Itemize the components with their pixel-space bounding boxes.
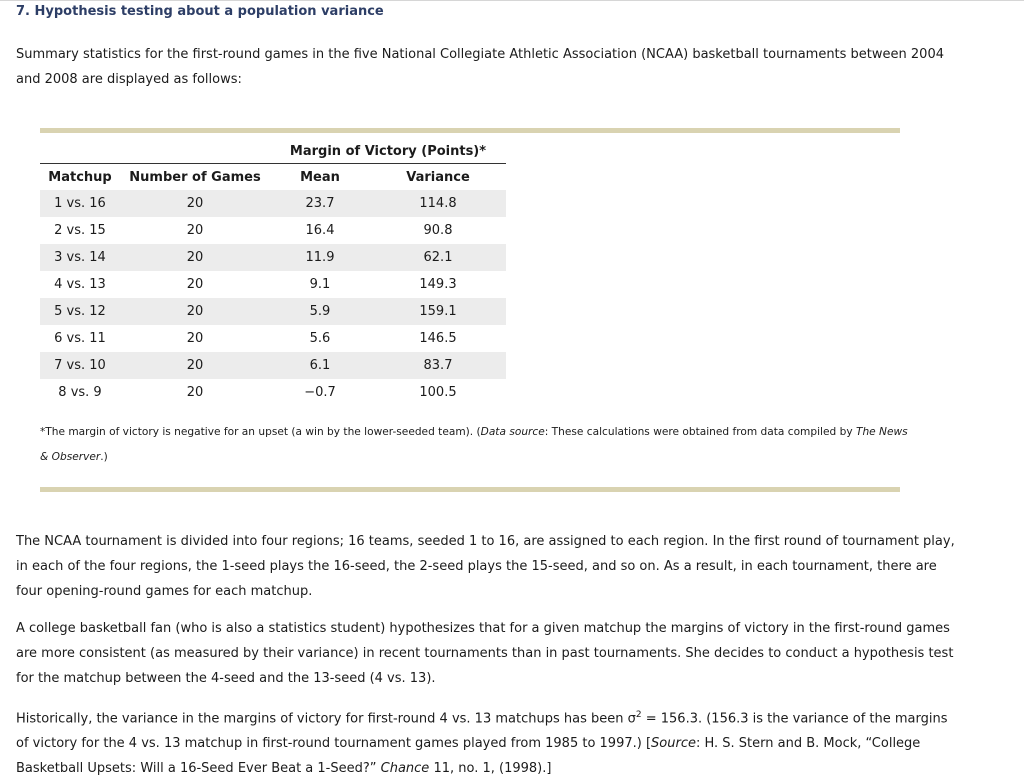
- matchup-cell: 3 vs. 14: [40, 244, 120, 271]
- table-header-row: [40, 164, 506, 191]
- mean-cell: −0.7: [304, 385, 336, 400]
- mean-cell: 23.7: [270, 190, 370, 217]
- table-row: [40, 217, 506, 244]
- matchup-header: Matchup: [40, 164, 120, 191]
- table-row: [40, 244, 506, 271]
- table-row: [40, 325, 506, 352]
- mean-cell: 11.9: [270, 244, 370, 271]
- variance-cell: 149.3: [419, 277, 457, 292]
- variance-cell: 159.1: [370, 298, 506, 325]
- games-cell: 20: [186, 331, 204, 346]
- variance-cell: 83.7: [370, 352, 506, 379]
- variance-cell: 62.1: [370, 244, 506, 271]
- matchup-cell: 4 vs. 13: [54, 277, 106, 292]
- question-title: 7. Hypothesis testing about a population variance: [16, 4, 384, 19]
- variance-cell: 146.5: [419, 331, 457, 346]
- games-cell: 20: [120, 298, 270, 325]
- source-label: Source: [651, 736, 696, 752]
- matchup-cell: 7 vs. 10: [40, 352, 120, 379]
- variance-cell: 100.5: [419, 385, 457, 400]
- table-row: [40, 190, 506, 217]
- sigma-exponent: 2: [635, 710, 642, 720]
- mean-header: Mean: [300, 169, 340, 185]
- table-footnote: *The margin of victory is negative for an upset (a win by the lower-seeded team). (Data source: These calculations were obtained from data compiled by The News & Observer.): [40, 426, 908, 463]
- historical-variance-paragraph: Historically, the variance in the margins of victory for first-round 4 vs. 13 matchups has been $\sigma^2 = 156.3$. (156.3 is the variance of the margins of victory for the 4 vs. 13 matchup in first-round tournament games played from 1985 to 1997.) [Source: H. S. Stern and B. Mock, “College Basketball Upsets: Will a 16-Seed Ever Beat a 1-Seed?” Chance 11, no. 1, (1998).]: [16, 710, 948, 777]
- hypothesis-paragraph: A college basketball fan (who is also a statistics student) hypothesizes that for a given matchup the margins of victory in the first-round games are more consistent (as measured by their variance) in recent tournaments than in past tournaments. She decides to conduct a hypothesis test for the matchup between the 4-seed and the 13-seed (4 vs. 13).: [16, 621, 954, 686]
- publication-name: The News & Observer: [40, 426, 908, 463]
- matchup-cell: 2 vs. 15: [54, 223, 106, 238]
- mean-cell: 9.1: [309, 277, 331, 292]
- games-cell: 20: [120, 244, 270, 271]
- table-row: [40, 352, 506, 379]
- games-cell: 20: [120, 190, 270, 217]
- matchup-cell: 6 vs. 11: [54, 331, 106, 346]
- journal-name: Chance: [380, 761, 430, 777]
- games-cell: 20: [186, 385, 204, 400]
- table-top-rule: [40, 128, 900, 133]
- data-source-label: Data source: [480, 426, 545, 438]
- games-cell: 20: [186, 277, 204, 292]
- matchup-cell: 1 vs. 16: [40, 190, 120, 217]
- table-row: [40, 379, 506, 406]
- games-header: Number of Games: [120, 164, 270, 191]
- mean-cell: 5.6: [309, 331, 331, 346]
- matchup-cell: 8 vs. 9: [58, 385, 102, 400]
- variance-cell: 90.8: [423, 223, 453, 238]
- table-group-header-row: [40, 139, 506, 164]
- intro-paragraph: Summary statistics for the first-round games in the five National Collegiate Athletic Association (NCAA) basketball tournaments between 2004 and 2008 are displayed as follows:: [16, 47, 944, 87]
- table-row: [40, 271, 506, 298]
- margin-of-victory-header: Margin of Victory (Points)*: [270, 139, 506, 164]
- variance-header: Variance: [406, 169, 470, 185]
- table-bottom-rule: [40, 487, 900, 492]
- summary-statistics-table: [40, 139, 506, 406]
- top-divider: [0, 0, 1024, 1]
- sigma-symbol: σ: [627, 711, 636, 727]
- games-cell: 20: [186, 223, 204, 238]
- table-row: [40, 298, 506, 325]
- mean-cell: 5.9: [270, 298, 370, 325]
- mean-cell: 16.4: [305, 223, 335, 238]
- mean-cell: 6.1: [270, 352, 370, 379]
- games-cell: 20: [120, 352, 270, 379]
- variance-cell: 114.8: [370, 190, 506, 217]
- ncaa-tournament-paragraph: The NCAA tournament is divided into four regions; 16 teams, seeded 1 to 16, are assigned to each region. In the first round of tournament play, in each of the four regions, the 1-seed plays the 16-seed, the 2-seed plays the 15-seed, and so on. As a result, in each tournament, there are four opening-round games for each matchup.: [16, 534, 955, 599]
- matchup-cell: 5 vs. 12: [40, 298, 120, 325]
